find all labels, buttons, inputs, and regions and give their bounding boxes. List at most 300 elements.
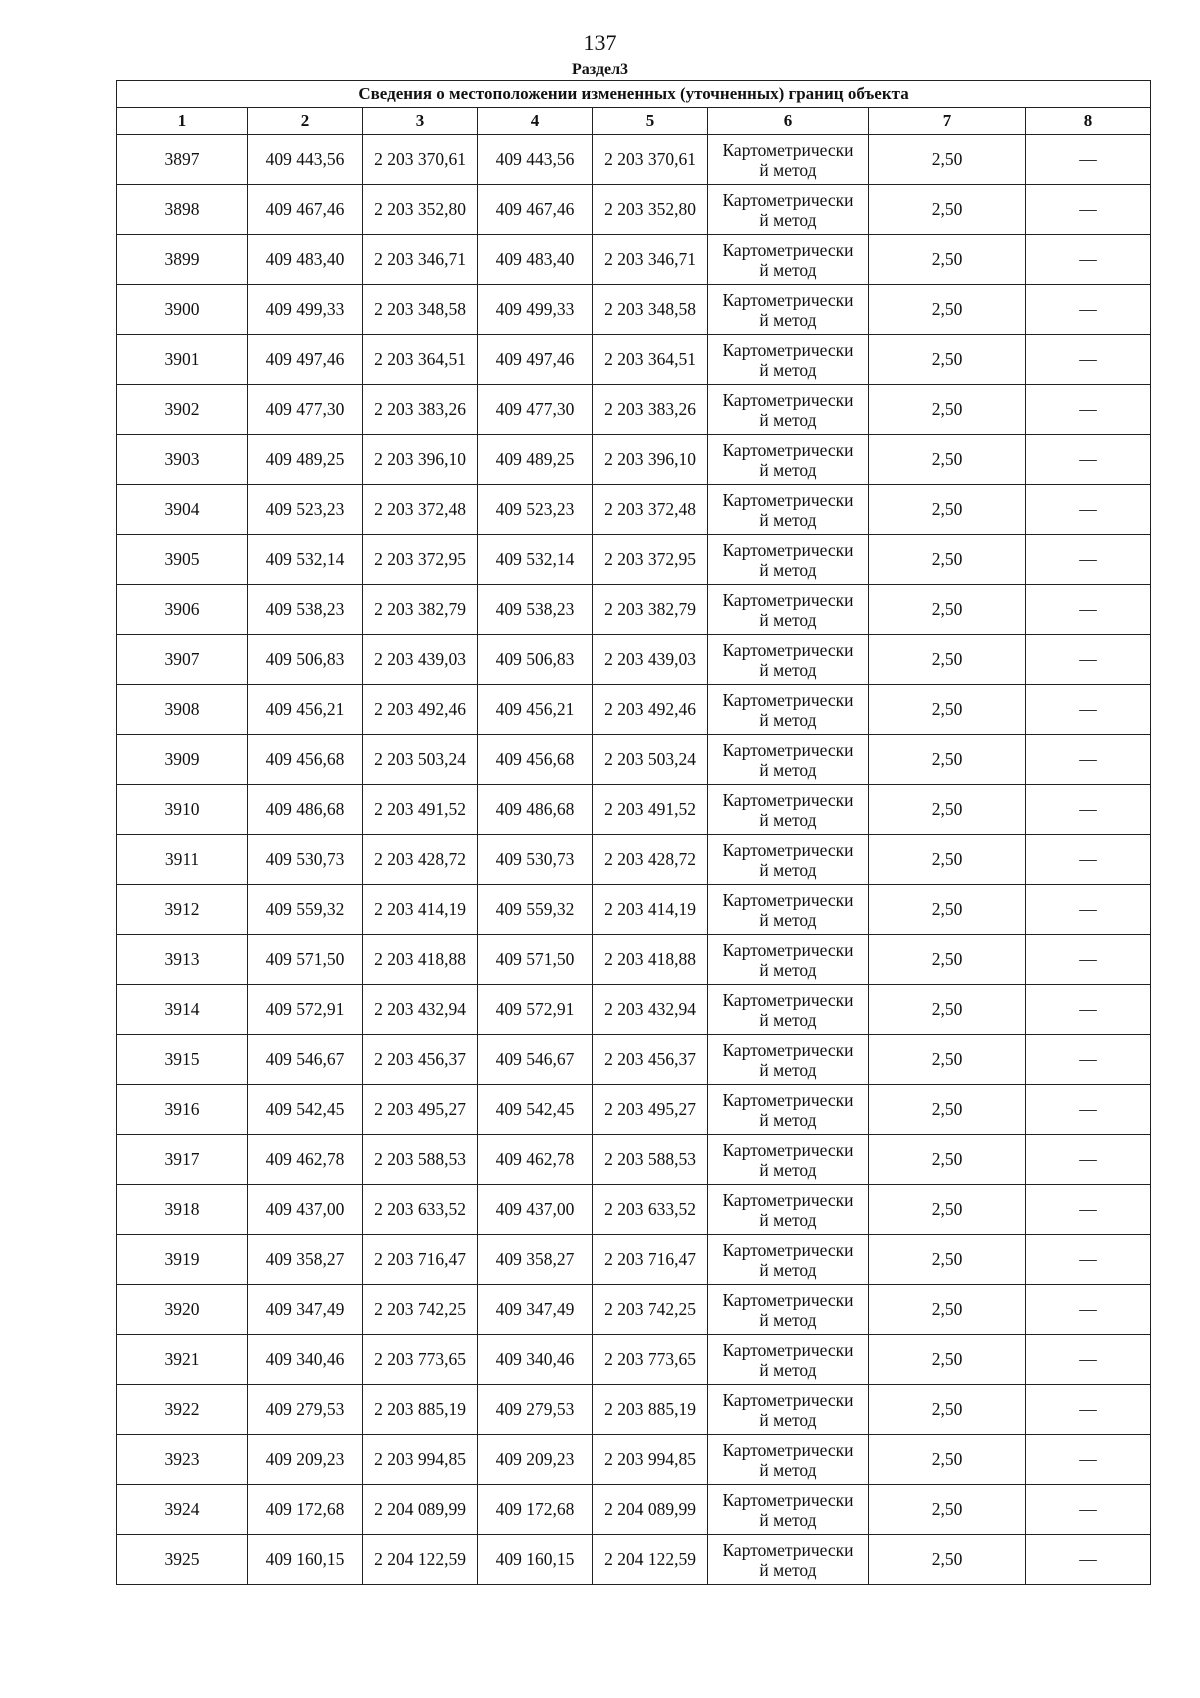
x-new-cell: 409 437,00 [478, 1185, 593, 1235]
method-cell [708, 435, 869, 485]
y-new-cell: 2 203 885,19 [593, 1385, 708, 1435]
y-existing-cell: 2 203 383,26 [363, 385, 478, 435]
y-existing-cell: 2 204 122,59 [363, 1535, 478, 1585]
y-new-cell: 2 203 372,95 [593, 535, 708, 585]
x-existing-cell: 409 279,53 [248, 1385, 363, 1435]
column-header: 2 [248, 108, 363, 135]
y-new-cell: 2 203 348,58 [593, 285, 708, 335]
y-new-cell: 2 203 456,37 [593, 1035, 708, 1085]
table-row [117, 285, 1151, 335]
column-header: 5 [593, 108, 708, 135]
table-caption-row [117, 81, 1151, 108]
y-new-cell: 2 203 633,52 [593, 1185, 708, 1235]
note-cell: — [1026, 1485, 1151, 1535]
y-new-cell: 2 203 372,48 [593, 485, 708, 535]
x-existing-cell: 409 559,32 [248, 885, 363, 935]
method-text-line2: й метод [759, 709, 817, 730]
accuracy-cell: 2,50 [869, 835, 1026, 885]
y-existing-cell: 2 203 456,37 [363, 1035, 478, 1085]
y-new-cell: 2 203 383,26 [593, 385, 708, 435]
method-text-line2: й метод [759, 559, 817, 580]
y-existing-cell: 2 203 414,19 [363, 885, 478, 935]
x-new-cell: 409 542,45 [478, 1085, 593, 1135]
table-row [117, 735, 1151, 785]
x-existing-cell: 409 523,23 [248, 485, 363, 535]
table-row [117, 1385, 1151, 1435]
accuracy-cell: 2,50 [869, 1385, 1026, 1435]
point-number-cell: 3915 [117, 1035, 248, 1085]
y-existing-cell: 2 203 432,94 [363, 985, 478, 1035]
coordinates-table [116, 80, 1151, 1585]
method-text-line2: й метод [759, 609, 817, 630]
x-existing-cell: 409 347,49 [248, 1285, 363, 1335]
x-existing-cell: 409 160,15 [248, 1535, 363, 1585]
x-new-cell: 409 477,30 [478, 385, 593, 435]
note-cell: — [1026, 335, 1151, 385]
x-new-cell: 409 483,40 [478, 235, 593, 285]
method-text-line2: й метод [759, 309, 817, 330]
x-existing-cell: 409 497,46 [248, 335, 363, 385]
method-cell [708, 1185, 869, 1235]
x-new-cell: 409 538,23 [478, 585, 593, 635]
x-new-cell: 409 358,27 [478, 1235, 593, 1285]
y-existing-cell: 2 203 492,46 [363, 685, 478, 735]
method-text-line1: Картометрически [722, 989, 854, 1010]
x-new-cell: 409 571,50 [478, 935, 593, 985]
y-existing-cell: 2 203 396,10 [363, 435, 478, 485]
x-new-cell: 409 456,21 [478, 685, 593, 735]
point-number-cell: 3901 [117, 335, 248, 385]
table-row [117, 785, 1151, 835]
method-text-line2: й метод [759, 809, 817, 830]
note-cell: — [1026, 735, 1151, 785]
method-cell [708, 1285, 869, 1335]
x-new-cell: 409 532,14 [478, 535, 593, 585]
y-existing-cell: 2 203 495,27 [363, 1085, 478, 1135]
x-existing-cell: 409 506,83 [248, 635, 363, 685]
method-text-line2: й метод [759, 1059, 817, 1080]
note-cell: — [1026, 635, 1151, 685]
method-cell [708, 985, 869, 1035]
y-existing-cell: 2 203 773,65 [363, 1335, 478, 1385]
column-header: 7 [869, 108, 1026, 135]
table-row [117, 485, 1151, 535]
point-number-cell: 3900 [117, 285, 248, 335]
column-header: 6 [708, 108, 869, 135]
x-existing-cell: 409 499,33 [248, 285, 363, 335]
y-new-cell: 2 203 382,79 [593, 585, 708, 635]
y-new-cell: 2 203 432,94 [593, 985, 708, 1035]
method-text-line2: й метод [759, 209, 817, 230]
y-new-cell: 2 203 418,88 [593, 935, 708, 985]
accuracy-cell: 2,50 [869, 1085, 1026, 1135]
table-row [117, 535, 1151, 585]
y-existing-cell: 2 203 716,47 [363, 1235, 478, 1285]
table-row [117, 1185, 1151, 1235]
note-cell: — [1026, 935, 1151, 985]
note-cell: — [1026, 685, 1151, 735]
point-number-cell: 3911 [117, 835, 248, 885]
x-new-cell: 409 347,49 [478, 1285, 593, 1335]
x-new-cell: 409 172,68 [478, 1485, 593, 1535]
column-header: 3 [363, 108, 478, 135]
x-existing-cell: 409 358,27 [248, 1235, 363, 1285]
method-text-line2: й метод [759, 909, 817, 930]
point-number-cell: 3898 [117, 185, 248, 235]
method-cell [708, 785, 869, 835]
point-number-cell: 3902 [117, 385, 248, 435]
y-existing-cell: 2 203 372,95 [363, 535, 478, 585]
y-new-cell: 2 203 994,85 [593, 1435, 708, 1485]
note-cell: — [1026, 785, 1151, 835]
point-number-cell: 3910 [117, 785, 248, 835]
y-new-cell: 2 203 396,10 [593, 435, 708, 485]
x-existing-cell: 409 542,45 [248, 1085, 363, 1135]
x-new-cell: 409 523,23 [478, 485, 593, 535]
method-cell [708, 335, 869, 385]
table-row [117, 685, 1151, 735]
method-text-line1: Картометрически [722, 639, 854, 660]
y-new-cell: 2 204 089,99 [593, 1485, 708, 1535]
method-cell [708, 1335, 869, 1385]
y-existing-cell: 2 203 370,61 [363, 135, 478, 185]
table-row [117, 835, 1151, 885]
column-header: 8 [1026, 108, 1151, 135]
x-existing-cell: 409 483,40 [248, 235, 363, 285]
y-new-cell: 2 203 439,03 [593, 635, 708, 685]
x-new-cell: 409 456,68 [478, 735, 593, 785]
method-text-line1: Картометрически [722, 1139, 854, 1160]
method-cell [708, 185, 869, 235]
y-new-cell: 2 203 370,61 [593, 135, 708, 185]
x-existing-cell: 409 467,46 [248, 185, 363, 235]
method-text-line1: Картометрически [722, 739, 854, 760]
y-new-cell: 2 203 364,51 [593, 335, 708, 385]
x-new-cell: 409 279,53 [478, 1385, 593, 1435]
point-number-cell: 3897 [117, 135, 248, 185]
accuracy-cell: 2,50 [869, 235, 1026, 285]
method-text-line1: Картометрически [722, 339, 854, 360]
point-number-cell: 3904 [117, 485, 248, 535]
note-cell: — [1026, 1135, 1151, 1185]
page-number: 137 [583, 30, 617, 55]
x-new-cell: 409 467,46 [478, 185, 593, 235]
y-existing-cell: 2 203 503,24 [363, 735, 478, 785]
accuracy-cell: 2,50 [869, 1485, 1026, 1535]
note-cell: — [1026, 1235, 1151, 1285]
method-text-line2: й метод [759, 259, 817, 280]
table-row [117, 1485, 1151, 1535]
method-cell [708, 885, 869, 935]
point-number-cell: 3905 [117, 535, 248, 585]
table-row [117, 385, 1151, 435]
method-text-line2: й метод [759, 759, 817, 780]
table-row [117, 135, 1151, 185]
note-cell: — [1026, 435, 1151, 485]
method-cell [708, 935, 869, 985]
accuracy-cell: 2,50 [869, 1135, 1026, 1185]
y-new-cell: 2 203 352,80 [593, 185, 708, 235]
accuracy-cell: 2,50 [869, 1235, 1026, 1285]
method-text-line2: й метод [759, 1409, 817, 1430]
accuracy-cell: 2,50 [869, 1035, 1026, 1085]
x-existing-cell: 409 172,68 [248, 1485, 363, 1535]
table-row [117, 635, 1151, 685]
method-cell [708, 135, 869, 185]
accuracy-cell: 2,50 [869, 435, 1026, 485]
x-new-cell: 409 489,25 [478, 435, 593, 485]
y-existing-cell: 2 203 348,58 [363, 285, 478, 335]
section-title: Раздел3 [571, 61, 629, 78]
method-cell [708, 1385, 869, 1435]
note-cell: — [1026, 1535, 1151, 1585]
y-new-cell: 2 203 414,19 [593, 885, 708, 935]
note-cell: — [1026, 235, 1151, 285]
y-new-cell: 2 203 588,53 [593, 1135, 708, 1185]
x-existing-cell: 409 456,68 [248, 735, 363, 785]
point-number-cell: 3913 [117, 935, 248, 985]
x-existing-cell: 409 437,00 [248, 1185, 363, 1235]
method-text-line2: й метод [759, 1109, 817, 1130]
method-text-line1: Картометрически [722, 1489, 854, 1510]
method-text-line1: Картометрически [722, 239, 854, 260]
x-existing-cell: 409 209,23 [248, 1435, 363, 1485]
method-text-line2: й метод [759, 959, 817, 980]
method-text-line1: Картометрически [722, 139, 854, 160]
y-new-cell: 2 203 428,72 [593, 835, 708, 885]
note-cell: — [1026, 285, 1151, 335]
accuracy-cell: 2,50 [869, 735, 1026, 785]
x-new-cell: 409 340,46 [478, 1335, 593, 1385]
method-cell [708, 235, 869, 285]
accuracy-cell: 2,50 [869, 185, 1026, 235]
table-row [117, 185, 1151, 235]
x-new-cell: 409 559,32 [478, 885, 593, 935]
y-new-cell: 2 203 492,46 [593, 685, 708, 735]
method-cell [708, 585, 869, 635]
accuracy-cell: 2,50 [869, 985, 1026, 1035]
y-new-cell: 2 203 773,65 [593, 1335, 708, 1385]
method-text-line2: й метод [759, 509, 817, 530]
x-new-cell: 409 546,67 [478, 1035, 593, 1085]
method-text-line2: й метод [759, 409, 817, 430]
point-number-cell: 3906 [117, 585, 248, 635]
method-text-line1: Картометрически [722, 889, 854, 910]
method-cell [708, 1235, 869, 1285]
y-existing-cell: 2 203 428,72 [363, 835, 478, 885]
table-body [117, 135, 1151, 1585]
point-number-cell: 3903 [117, 435, 248, 485]
method-text-line2: й метод [759, 1259, 817, 1280]
point-number-cell: 3908 [117, 685, 248, 735]
method-text-line2: й метод [759, 159, 817, 180]
point-number-cell: 3922 [117, 1385, 248, 1435]
method-text-line1: Картометрически [722, 1339, 854, 1360]
y-existing-cell: 2 203 382,79 [363, 585, 478, 635]
note-cell: — [1026, 1385, 1151, 1435]
x-new-cell: 409 486,68 [478, 785, 593, 835]
method-text-line2: й метод [759, 1309, 817, 1330]
y-new-cell: 2 204 122,59 [593, 1535, 708, 1585]
column-header: 1 [117, 108, 248, 135]
method-text-line1: Картометрически [722, 289, 854, 310]
accuracy-cell: 2,50 [869, 335, 1026, 385]
method-cell [708, 385, 869, 435]
accuracy-cell: 2,50 [869, 1285, 1026, 1335]
y-existing-cell: 2 203 994,85 [363, 1435, 478, 1485]
table-caption: Сведения о местоположении измененных (уточненных) границ объекта [117, 81, 1151, 108]
table-row [117, 1035, 1151, 1085]
column-number-row [117, 108, 1151, 135]
point-number-cell: 3923 [117, 1435, 248, 1485]
method-text-line1: Картометрически [722, 189, 854, 210]
note-cell: — [1026, 385, 1151, 435]
method-text-line1: Картометрически [722, 1439, 854, 1460]
method-text-line1: Картометрически [722, 1039, 854, 1060]
method-text-line1: Картометрически [722, 839, 854, 860]
x-existing-cell: 409 530,73 [248, 835, 363, 885]
y-existing-cell: 2 203 742,25 [363, 1285, 478, 1335]
method-text-line2: й метод [759, 1209, 817, 1230]
method-cell [708, 1085, 869, 1135]
x-existing-cell: 409 486,68 [248, 785, 363, 835]
y-existing-cell: 2 203 491,52 [363, 785, 478, 835]
method-cell [708, 635, 869, 685]
y-existing-cell: 2 203 885,19 [363, 1385, 478, 1435]
method-text-line2: й метод [759, 659, 817, 680]
x-existing-cell: 409 477,30 [248, 385, 363, 435]
method-cell [708, 1435, 869, 1485]
x-new-cell: 409 160,15 [478, 1535, 593, 1585]
column-header: 4 [478, 108, 593, 135]
method-text-line2: й метод [759, 1159, 817, 1180]
accuracy-cell: 2,50 [869, 685, 1026, 735]
table-row [117, 935, 1151, 985]
note-cell: — [1026, 535, 1151, 585]
method-cell [708, 1135, 869, 1185]
method-text-line1: Картометрически [722, 939, 854, 960]
x-existing-cell: 409 546,67 [248, 1035, 363, 1085]
method-text-line2: й метод [759, 1459, 817, 1480]
y-existing-cell: 2 204 089,99 [363, 1485, 478, 1535]
x-new-cell: 409 209,23 [478, 1435, 593, 1485]
point-number-cell: 3916 [117, 1085, 248, 1135]
y-existing-cell: 2 203 418,88 [363, 935, 478, 985]
method-text-line1: Картометрически [722, 1239, 854, 1260]
x-new-cell: 409 499,33 [478, 285, 593, 335]
point-number-cell: 3909 [117, 735, 248, 785]
point-number-cell: 3920 [117, 1285, 248, 1335]
x-existing-cell: 409 538,23 [248, 585, 363, 635]
note-cell: — [1026, 985, 1151, 1035]
method-cell [708, 485, 869, 535]
table-row [117, 435, 1151, 485]
accuracy-cell: 2,50 [869, 935, 1026, 985]
method-text-line2: й метод [759, 1359, 817, 1380]
x-existing-cell: 409 340,46 [248, 1335, 363, 1385]
point-number-cell: 3924 [117, 1485, 248, 1535]
x-existing-cell: 409 462,78 [248, 1135, 363, 1185]
note-cell: — [1026, 485, 1151, 535]
method-text-line2: й метод [759, 1009, 817, 1030]
accuracy-cell: 2,50 [869, 635, 1026, 685]
table-row [117, 1135, 1151, 1185]
y-existing-cell: 2 203 352,80 [363, 185, 478, 235]
table-row [117, 985, 1151, 1035]
table-row [117, 1085, 1151, 1135]
point-number-cell: 3921 [117, 1335, 248, 1385]
point-number-cell: 3918 [117, 1185, 248, 1235]
method-text-line1: Картометрически [722, 689, 854, 710]
x-existing-cell: 409 532,14 [248, 535, 363, 585]
method-cell [708, 535, 869, 585]
x-existing-cell: 409 572,91 [248, 985, 363, 1035]
method-cell [708, 1485, 869, 1535]
y-new-cell: 2 203 503,24 [593, 735, 708, 785]
accuracy-cell: 2,50 [869, 535, 1026, 585]
table-row [117, 585, 1151, 635]
table-row [117, 1335, 1151, 1385]
method-text-line1: Картометрически [722, 439, 854, 460]
method-cell [708, 1035, 869, 1085]
method-text-line1: Картометрически [722, 1089, 854, 1110]
point-number-cell: 3925 [117, 1535, 248, 1585]
method-text-line1: Картометрически [722, 1289, 854, 1310]
point-number-cell: 3914 [117, 985, 248, 1035]
point-number-cell: 3899 [117, 235, 248, 285]
method-text-line1: Картометрически [722, 1389, 854, 1410]
y-existing-cell: 2 203 346,71 [363, 235, 478, 285]
method-text-line1: Картометрически [722, 589, 854, 610]
x-new-cell: 409 572,91 [478, 985, 593, 1035]
x-new-cell: 409 462,78 [478, 1135, 593, 1185]
note-cell: — [1026, 1435, 1151, 1485]
y-existing-cell: 2 203 588,53 [363, 1135, 478, 1185]
x-existing-cell: 409 443,56 [248, 135, 363, 185]
method-text-line1: Картометрически [722, 1539, 854, 1560]
y-existing-cell: 2 203 364,51 [363, 335, 478, 385]
note-cell: — [1026, 1085, 1151, 1135]
accuracy-cell: 2,50 [869, 285, 1026, 335]
accuracy-cell: 2,50 [869, 1185, 1026, 1235]
accuracy-cell: 2,50 [869, 885, 1026, 935]
accuracy-cell: 2,50 [869, 485, 1026, 535]
table-row [117, 885, 1151, 935]
method-text-line1: Картометрически [722, 1189, 854, 1210]
y-new-cell: 2 203 495,27 [593, 1085, 708, 1135]
table-row [117, 1235, 1151, 1285]
x-new-cell: 409 497,46 [478, 335, 593, 385]
method-text-line1: Картометрически [722, 489, 854, 510]
accuracy-cell: 2,50 [869, 1335, 1026, 1385]
note-cell: — [1026, 1285, 1151, 1335]
method-text-line2: й метод [759, 1509, 817, 1530]
point-number-cell: 3907 [117, 635, 248, 685]
table-row [117, 1535, 1151, 1585]
point-number-cell: 3912 [117, 885, 248, 935]
method-text-line1: Картометрически [722, 539, 854, 560]
accuracy-cell: 2,50 [869, 135, 1026, 185]
y-new-cell: 2 203 742,25 [593, 1285, 708, 1335]
note-cell: — [1026, 885, 1151, 935]
note-cell: — [1026, 1035, 1151, 1085]
note-cell: — [1026, 585, 1151, 635]
method-cell [708, 835, 869, 885]
y-new-cell: 2 203 491,52 [593, 785, 708, 835]
table-row [117, 1435, 1151, 1485]
method-text-line2: й метод [759, 859, 817, 880]
method-text-line2: й метод [759, 459, 817, 480]
